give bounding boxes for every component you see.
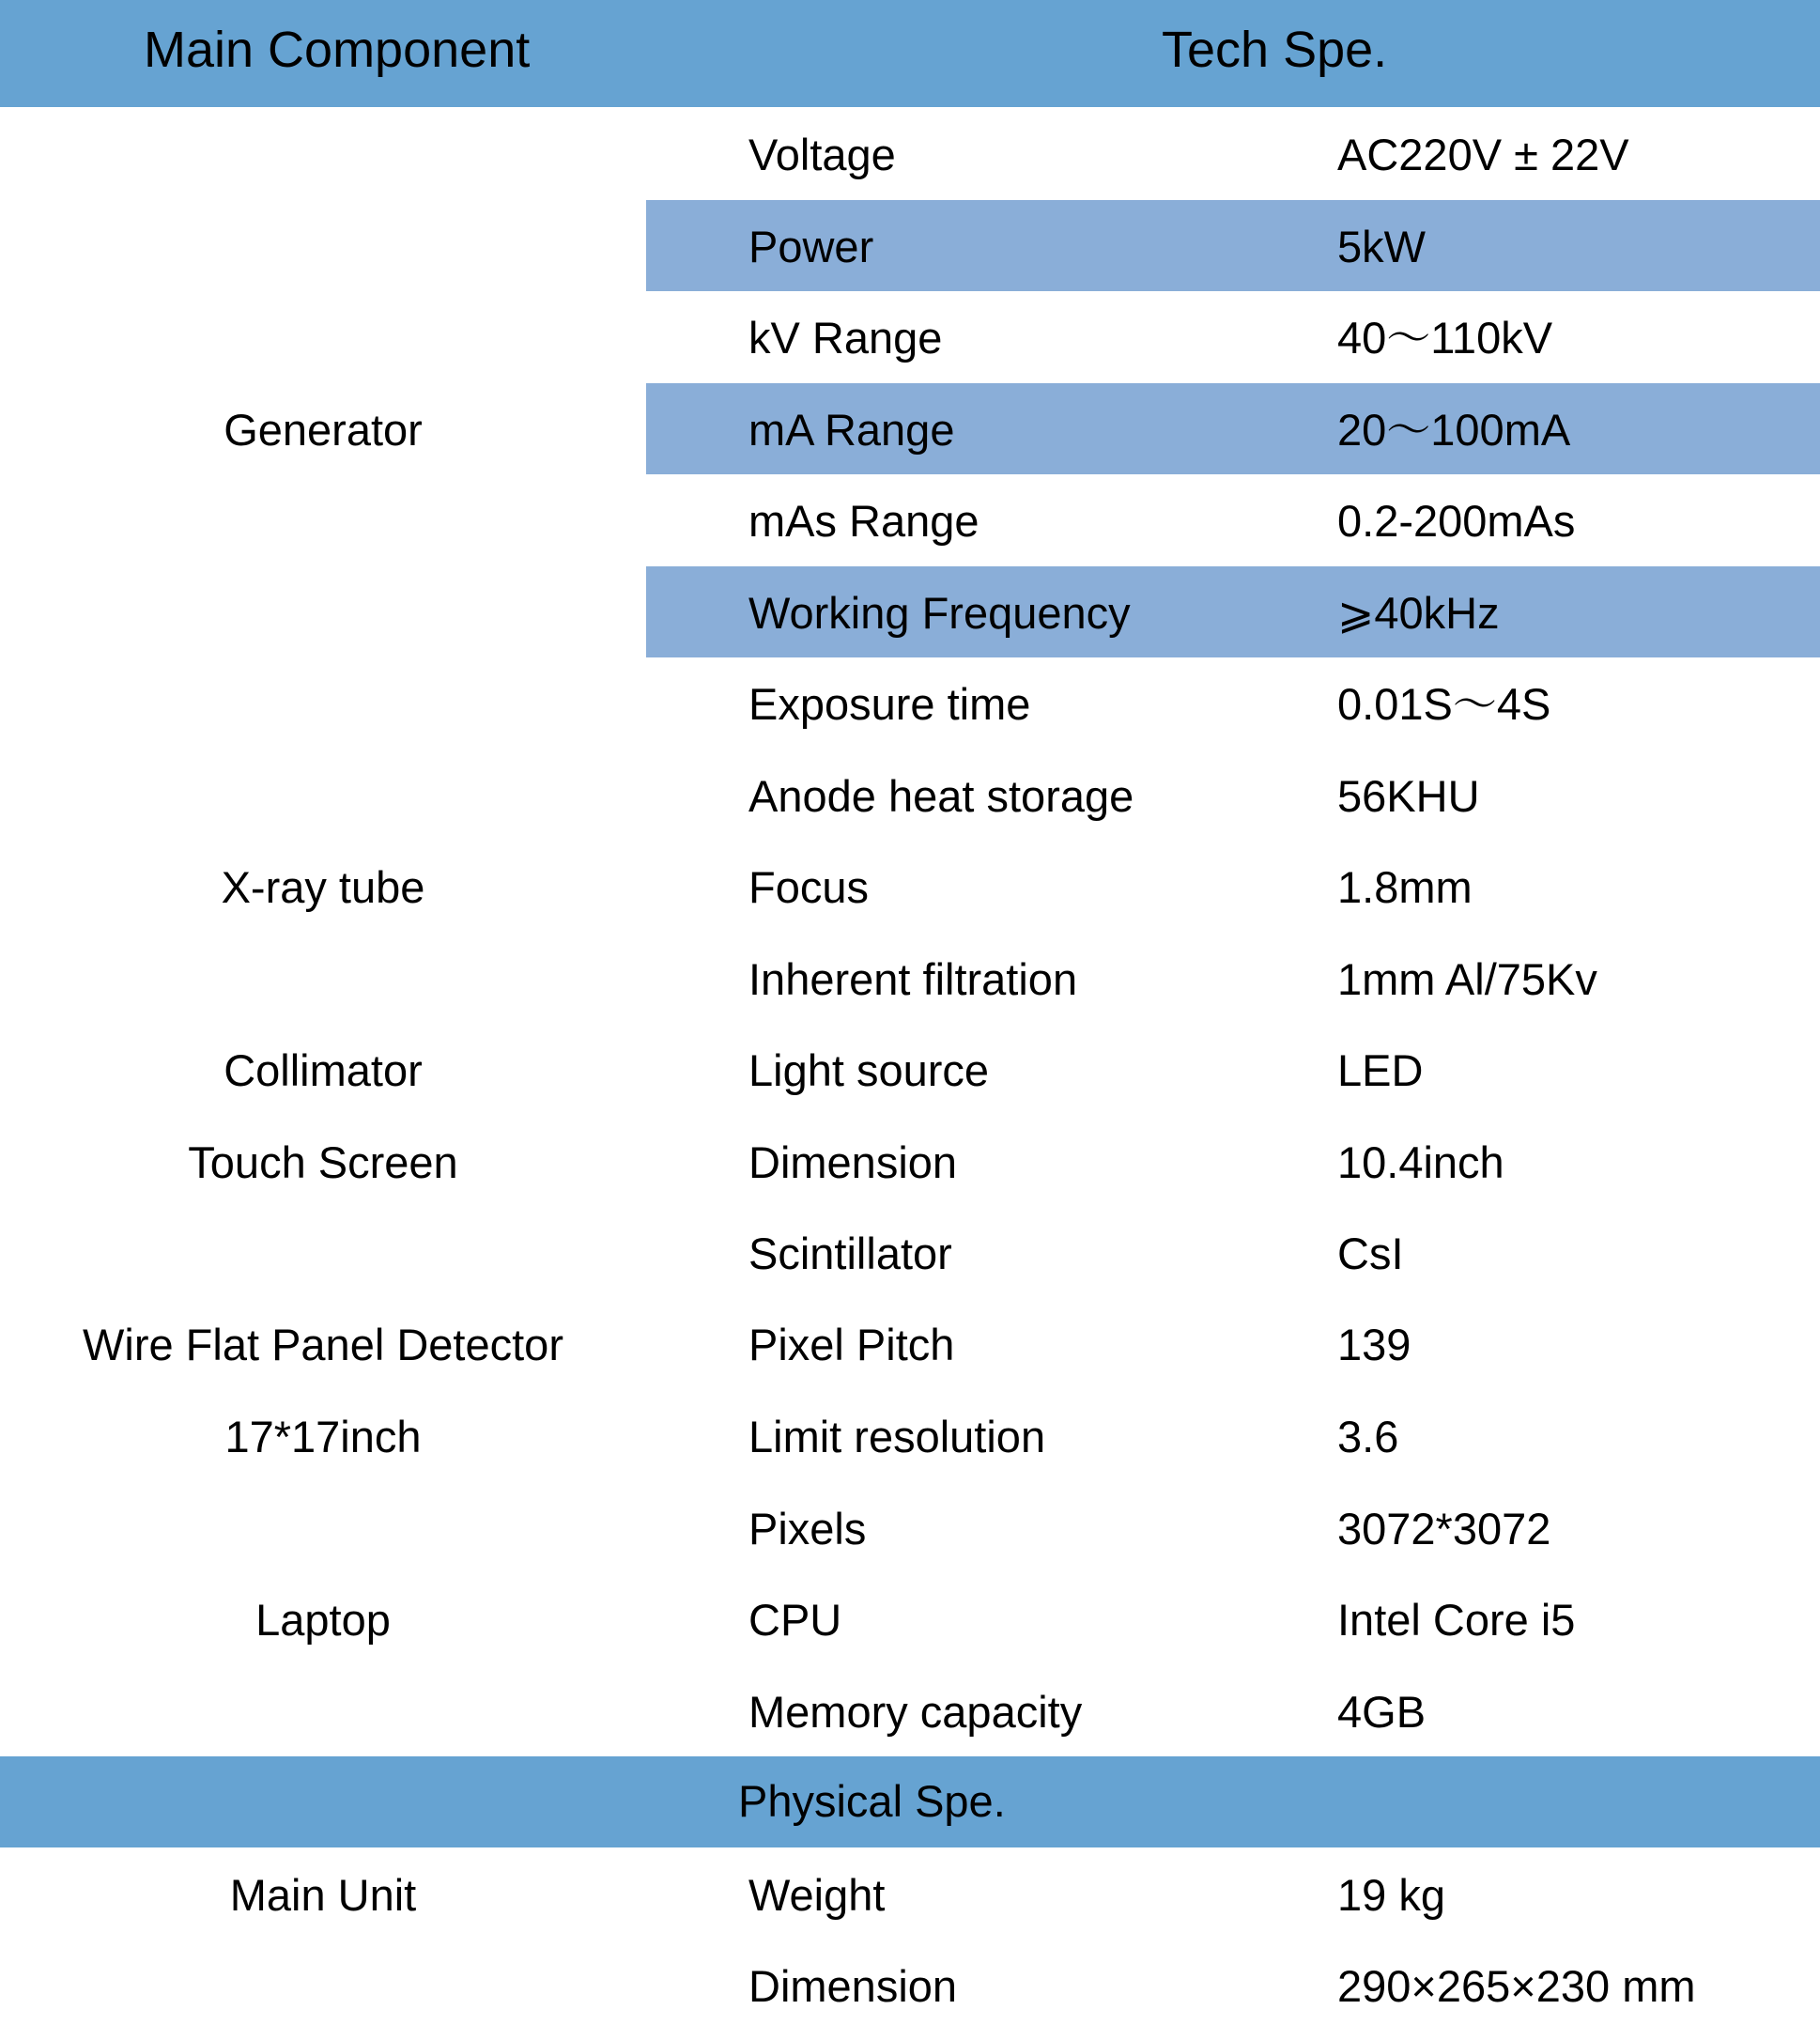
param-focus: Focus xyxy=(748,862,869,912)
value-limit-resolution: 3.6 xyxy=(1337,1412,1399,1461)
value-mas-range: 0.2-200mAs xyxy=(1337,496,1576,546)
param-kv-range: kV Range xyxy=(748,313,943,363)
component-xray-tube: X-ray tube xyxy=(221,862,425,912)
param-cpu: CPU xyxy=(748,1595,842,1645)
param-inherent-filtration: Inherent filtration xyxy=(748,954,1078,1004)
param-power: Power xyxy=(748,222,874,271)
param-exposure-time: Exposure time xyxy=(748,679,1031,729)
header-tech-spe: Tech Spe. xyxy=(1162,22,1388,78)
value-focus: 1.8mm xyxy=(1337,862,1473,912)
value-dimension: 10.4inch xyxy=(1337,1137,1504,1187)
param-dimension: Dimension xyxy=(748,1137,958,1187)
param-memory-capacity: Memory capacity xyxy=(748,1687,1083,1737)
param-voltage: Voltage xyxy=(748,130,896,179)
value-cpu: Intel Core i5 xyxy=(1337,1595,1576,1645)
param-physical-dimension: Dimension xyxy=(748,1961,958,2011)
value-anode-heat-storage: 56KHU xyxy=(1337,771,1480,821)
param-pixels: Pixels xyxy=(748,1504,867,1554)
header-main-component: Main Component xyxy=(144,22,531,78)
param-working-frequency: Working Frequency xyxy=(748,588,1131,638)
component-laptop: Laptop xyxy=(255,1595,391,1645)
param-pixel-pitch: Pixel Pitch xyxy=(748,1320,955,1369)
component-touch-screen: Touch Screen xyxy=(188,1137,458,1187)
value-ma-range: 20～100mA xyxy=(1337,405,1571,455)
value-physical-dimension: 290×265×230 mm xyxy=(1337,1961,1696,2011)
value-kv-range: 40～110kV xyxy=(1337,313,1553,363)
value-power: 5kW xyxy=(1337,222,1426,271)
component-detector-size: 17*17inch xyxy=(224,1412,422,1461)
component-collimator: Collimator xyxy=(224,1045,423,1095)
value-pixels: 3072*3072 xyxy=(1337,1504,1551,1554)
param-limit-resolution: Limit resolution xyxy=(748,1412,1046,1461)
value-memory-capacity: 4GB xyxy=(1337,1687,1427,1737)
value-weight: 19 kg xyxy=(1337,1870,1445,1920)
param-weight: Weight xyxy=(748,1870,886,1920)
param-mas-range: mAs Range xyxy=(748,496,979,546)
value-inherent-filtration: 1mm Al/75Kv xyxy=(1337,954,1597,1004)
value-voltage: AC220V ± 22V xyxy=(1337,130,1629,179)
value-working-frequency: ⩾40kHz xyxy=(1337,588,1500,638)
value-scintillator: CsI xyxy=(1337,1229,1404,1278)
param-ma-range: mA Range xyxy=(748,405,955,455)
value-light-source: LED xyxy=(1337,1045,1424,1095)
value-exposure-time: 0.01S～4S xyxy=(1337,679,1551,729)
param-scintillator: Scintillator xyxy=(748,1229,952,1278)
param-light-source: Light source xyxy=(748,1045,990,1095)
value-pixel-pitch: 139 xyxy=(1337,1320,1411,1369)
param-anode-heat-storage: Anode heat storage xyxy=(748,771,1134,821)
component-main-unit: Main Unit xyxy=(229,1870,417,1920)
component-generator: Generator xyxy=(224,405,423,455)
physical-spe-title: Physical Spe. xyxy=(738,1776,1006,1826)
component-detector: Wire Flat Panel Detector xyxy=(83,1320,563,1369)
